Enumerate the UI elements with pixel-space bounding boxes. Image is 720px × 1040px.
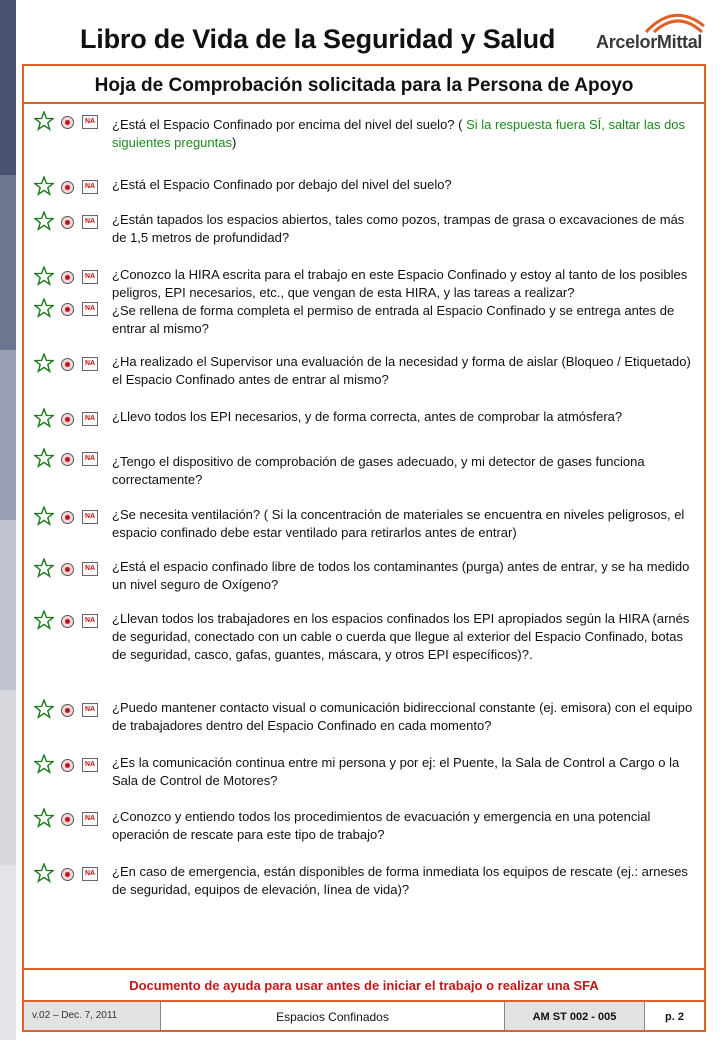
star-icon[interactable] bbox=[34, 211, 54, 231]
ok-radio-icon[interactable] bbox=[61, 303, 74, 316]
ok-radio-icon[interactable] bbox=[61, 413, 74, 426]
answer-options bbox=[34, 863, 114, 883]
ok-radio-icon[interactable] bbox=[61, 358, 74, 371]
question-text: ¿Es la comunicación continua entre mi persona y por ej: el Puente, la Sala de Control a Cargo o la Sala de Control de Motores? bbox=[112, 755, 680, 788]
na-checkbox-icon[interactable]: NA bbox=[82, 115, 98, 129]
na-checkbox-icon[interactable]: NA bbox=[82, 180, 98, 194]
question-text: ¿En caso de emergencia, están disponibles de forma inmediata los equipos de rescate (ej.: arneses de seguridad, equipos de elevación, línea de vida)? bbox=[112, 864, 688, 897]
ok-radio-icon[interactable] bbox=[61, 271, 74, 284]
na-checkbox-icon[interactable]: NA bbox=[82, 562, 98, 576]
na-checkbox-icon[interactable]: NA bbox=[82, 302, 98, 316]
document-section: Espacios Confinados bbox=[160, 1002, 504, 1030]
na-checkbox-icon[interactable]: NA bbox=[82, 758, 98, 772]
star-icon[interactable] bbox=[34, 176, 54, 196]
na-checkbox-icon[interactable]: NA bbox=[82, 452, 98, 466]
question-text: ¿Está el espacio confinado libre de todos los contaminantes (purga) antes de entrar, y se ha medido un nivel seguro de Oxígeno? bbox=[112, 559, 690, 592]
star-icon[interactable] bbox=[34, 353, 54, 373]
question-text: ¿Puedo mantener contacto visual o comunicación bidireccional constante (ej. emisora) con el equipo de trabajadores dentro del Espacio Confinado en cada momento? bbox=[112, 700, 693, 733]
answer-options bbox=[34, 448, 114, 468]
na-checkbox-icon[interactable]: NA bbox=[82, 412, 98, 426]
na-checkbox-icon[interactable]: NA bbox=[82, 812, 98, 826]
answer-options bbox=[34, 610, 114, 630]
star-icon[interactable] bbox=[34, 558, 54, 578]
page-number: p. 2 bbox=[644, 1002, 704, 1030]
arcelormittal-logo bbox=[596, 8, 710, 54]
question-text: ¿Llevo todos los EPI necesarios, y de forma correcta, antes de comprobar la atmósfera? bbox=[112, 409, 623, 424]
question-text: ¿Está el Espacio Confinado por encima del nivel del suelo? ( Si la respuesta fuera SÍ, saltar las dos siguientes preguntas) bbox=[112, 117, 686, 150]
na-checkbox-icon[interactable]: NA bbox=[82, 614, 98, 628]
page-title: Libro de Vida de la Seguridad y Salud bbox=[80, 24, 556, 54]
answer-options bbox=[34, 353, 114, 373]
footer-bar bbox=[24, 1000, 704, 1030]
question-text: ¿Está el Espacio Confinado por debajo del nivel del suelo? bbox=[112, 177, 452, 192]
ok-radio-icon[interactable] bbox=[61, 615, 74, 628]
star-icon[interactable] bbox=[34, 808, 54, 828]
answer-options bbox=[34, 699, 114, 719]
answer-options bbox=[34, 266, 114, 286]
star-icon[interactable] bbox=[34, 754, 54, 774]
question-note: Si la respuesta fuera SÍ, saltar las dos siguientes preguntas bbox=[112, 117, 686, 150]
left-decorative-strip bbox=[0, 0, 16, 1040]
ok-radio-icon[interactable] bbox=[61, 116, 74, 129]
answer-options bbox=[34, 111, 114, 131]
question-text: ¿Llevan todos los trabajadores en los espacios confinados los EPI apropiados según la HIRA (arnés de seguridad, conectado con un cable o cuerda que llegue al exterior del Espacio Confinado, botas de seguridad, casco, gafas, guantes, máscara, y otros EPI específicos)?. bbox=[112, 611, 690, 662]
ok-radio-icon[interactable] bbox=[61, 216, 74, 229]
checklist-frame bbox=[22, 64, 706, 1032]
ok-radio-icon[interactable] bbox=[61, 181, 74, 194]
star-icon[interactable] bbox=[34, 506, 54, 526]
star-icon[interactable] bbox=[34, 298, 54, 318]
ok-radio-icon[interactable] bbox=[61, 453, 74, 466]
star-icon[interactable] bbox=[34, 863, 54, 883]
question-text: ¿Ha realizado el Supervisor una evaluación de la necesidad y forma de aislar (Bloqueo / Etiquetado) el Espacio Confinado antes de entrar al mismo? bbox=[112, 354, 691, 387]
na-checkbox-icon[interactable]: NA bbox=[82, 867, 98, 881]
answer-options bbox=[34, 408, 114, 428]
checklist-subtitle: Hoja de Comprobación solicitada para la Persona de Apoyo bbox=[24, 66, 704, 104]
question-text: ¿Tengo el dispositivo de comprobación de gases adecuado, y mi detector de gases funciona correctamente? bbox=[112, 454, 645, 487]
ok-radio-icon[interactable] bbox=[61, 704, 74, 717]
na-checkbox-icon[interactable]: NA bbox=[82, 703, 98, 717]
answer-options bbox=[34, 558, 114, 578]
star-icon[interactable] bbox=[34, 610, 54, 630]
answer-options bbox=[34, 176, 114, 196]
logo-text: ArcelorMittal bbox=[596, 32, 703, 52]
question-text: ¿Están tapados los espacios abiertos, tales como pozos, trampas de grasa o excavaciones de más de 1,5 metros de profundidad? bbox=[112, 212, 685, 245]
star-icon[interactable] bbox=[34, 266, 54, 286]
star-icon[interactable] bbox=[34, 111, 54, 131]
question-text: ¿Conozco y entiendo todos los procedimientos de evacuación y emergencia en una potencial operación de rescate para este tipo de trabajo? bbox=[112, 809, 651, 842]
na-checkbox-icon[interactable]: NA bbox=[82, 510, 98, 524]
answer-options bbox=[34, 211, 114, 231]
question-text: ¿Se necesita ventilación? ( Si la concentración de materiales se encuentra en niveles peligrosos, el espacio confinado debe estar ventilado para retirarlos antes de entrar) bbox=[112, 507, 685, 540]
version-date: v.02 – Dec. 7, 2011 bbox=[24, 1002, 160, 1030]
ok-radio-icon[interactable] bbox=[61, 511, 74, 524]
answer-options bbox=[34, 808, 114, 828]
na-checkbox-icon[interactable]: NA bbox=[82, 215, 98, 229]
answer-options bbox=[34, 754, 114, 774]
question-text: ¿Se rellena de forma completa el permiso de entrada al Espacio Confinado y se entrega antes de entrar al mismo? bbox=[112, 303, 675, 336]
ok-radio-icon[interactable] bbox=[61, 813, 74, 826]
logo-arc-icon bbox=[644, 8, 706, 34]
ok-radio-icon[interactable] bbox=[61, 563, 74, 576]
answer-options bbox=[34, 506, 114, 526]
star-icon[interactable] bbox=[34, 699, 54, 719]
question-text: ¿Conozco la HIRA escrita para el trabajo en este Espacio Confinado y estoy al tanto de los posibles peligros, EPI necesarios, etc., que vengan de esta HIRA, y las tareas a realizar? bbox=[112, 267, 688, 300]
ok-radio-icon[interactable] bbox=[61, 759, 74, 772]
usage-note: Documento de ayuda para usar antes de iniciar el trabajo o realizar una SFA bbox=[24, 968, 704, 1000]
na-checkbox-icon[interactable]: NA bbox=[82, 357, 98, 371]
star-icon[interactable] bbox=[34, 448, 54, 468]
ok-radio-icon[interactable] bbox=[61, 868, 74, 881]
document-code: AM ST 002 - 005 bbox=[504, 1002, 644, 1030]
star-icon[interactable] bbox=[34, 408, 54, 428]
na-checkbox-icon[interactable]: NA bbox=[82, 270, 98, 284]
answer-options bbox=[34, 298, 114, 318]
